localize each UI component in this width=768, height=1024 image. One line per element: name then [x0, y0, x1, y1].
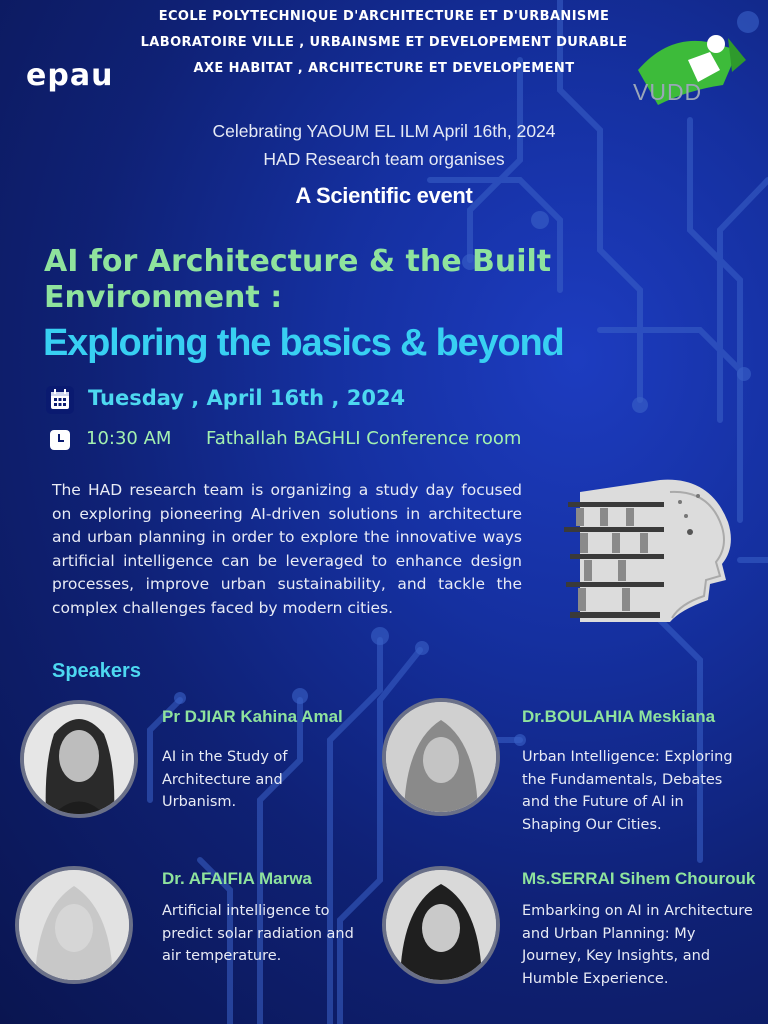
- speaker-2-portrait: [386, 702, 496, 812]
- speaker-2-talk: Urban Intelligence: Exploring the Fundamentals, Debates and the Future of AI in Shaping Our Cities.: [522, 749, 733, 833]
- epau-logo: epau: [26, 58, 114, 93]
- speaker-1-talk: AI in the Study of Architecture and Urbanism.: [162, 749, 288, 810]
- header-axis: AXE HABITAT , ARCHITECTURE ET DEVELOPEMENT: [193, 61, 575, 76]
- header-school: ECOLE POLYTECHNIQUE D'ARCHITECTURE ET D'URBANISME: [158, 9, 610, 24]
- speaker-3-portrait: [19, 870, 129, 980]
- title-line-1: AI for Architecture & the Built: [44, 244, 552, 279]
- event-location: Fathallah BAGHLI Conference room: [206, 428, 522, 449]
- speaker-1-portrait: [24, 704, 134, 814]
- speaker-4-talk: Embarking on AI in Architecture and Urban Planning: My Journey, Key Insights, and Humble Experience.: [522, 903, 753, 987]
- speaker-3-talk: Artificial intelligence to predict solar radiation and air temperature.: [162, 903, 354, 964]
- title-line-2: Environment :: [44, 280, 283, 315]
- speaker-2-name: Dr.BOULAHIA Meskiana: [522, 707, 716, 726]
- ai-architecture-head-image: [560, 472, 736, 630]
- header-laboratory: LABORATOIRE VILLE , URBAINSME ET DEVELOPEMENT DURABLE: [140, 35, 628, 50]
- speaker-1-name: Pr DJIAR Kahina Amal: [162, 707, 343, 726]
- event-type: A Scientific event: [295, 183, 473, 208]
- vudd-logo-text: VUDD: [633, 79, 703, 105]
- organiser-line: HAD Research team organises: [263, 149, 505, 169]
- speaker-4-portrait: [386, 870, 496, 980]
- celebrating-line: Celebrating YAOUM EL ILM April 16th, 2024: [212, 121, 556, 141]
- event-date: Tuesday , April 16th , 2024: [88, 386, 406, 410]
- event-time: 10:30 AM: [86, 428, 172, 449]
- speakers-heading: Speakers: [52, 660, 141, 682]
- clock-icon: [50, 430, 70, 450]
- speaker-4-photo: [382, 866, 500, 984]
- event-description: The HAD research team is organizing a study day focused on exploring pioneering AI-driven solutions in architecture and urban planning in order to explore the innovative ways artificial intelligence can be leveraged to enhance design processes, improve urban sustainability, and tackle the complex challenges faced by modern cities.: [52, 481, 522, 617]
- calendar-icon: [46, 386, 74, 414]
- speaker-2-photo: [382, 698, 500, 816]
- speaker-1-photo: [20, 700, 138, 818]
- speaker-3-photo: [15, 866, 133, 984]
- speaker-4-name: Ms.SERRAI Sihem Chourouk: [522, 869, 756, 888]
- subtitle: Exploring the basics & beyond: [43, 322, 564, 364]
- speaker-3-name: Dr. AFAIFIA Marwa: [162, 869, 312, 888]
